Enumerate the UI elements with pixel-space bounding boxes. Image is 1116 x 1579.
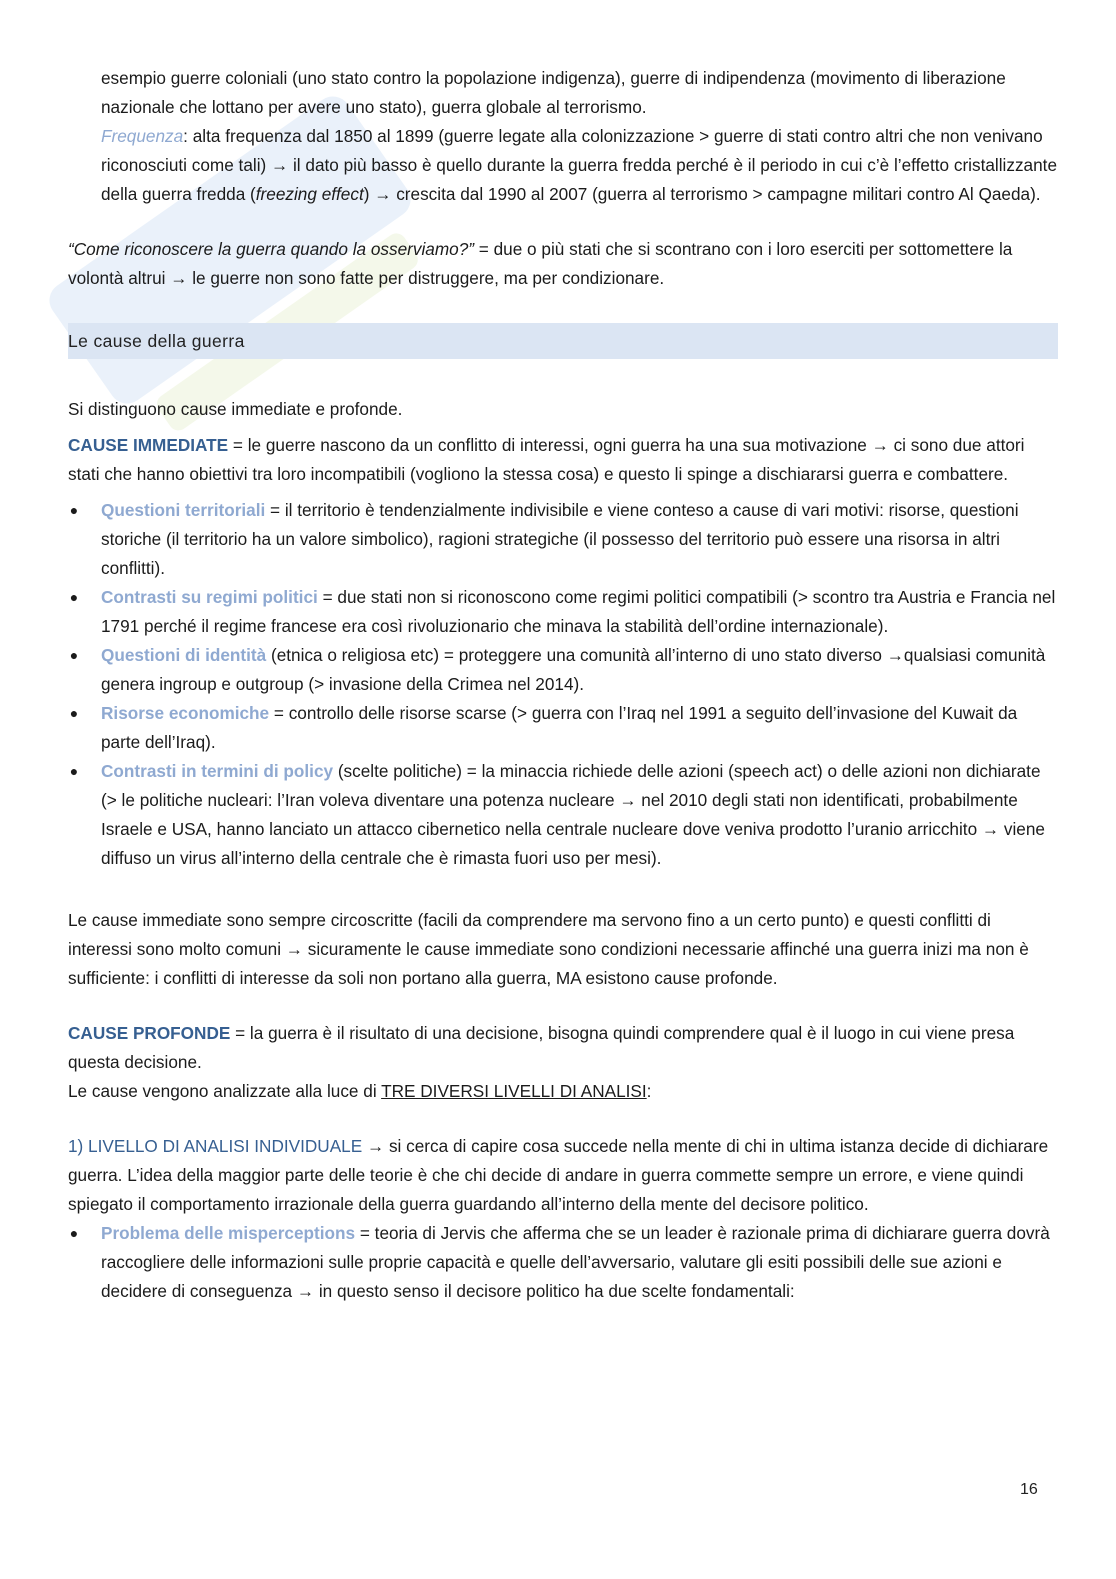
levels-intro bbox=[68, 1077, 1058, 1106]
level1-list bbox=[68, 1219, 1058, 1306]
immediate-summary-paragraph: Le cause immediate sono sempre circoscritte (facili da comprendere ma servono fino a un certo punto) e questi conflitti di interessi sono molto comuni → sicuramente le cause immediate sono condizioni necessarie affinché una guerra inizi ma non è sufficiente: i conflitti di interesse da soli non portano alla guerra, MA esistono cause profonde. bbox=[68, 910, 1029, 988]
list-item bbox=[68, 757, 1058, 873]
list-item bbox=[68, 699, 1058, 757]
list-item bbox=[68, 1219, 1058, 1306]
deep-causes-text: = la guerra è il risultato di una decisione, bisogna quindi comprendere qual è il luogo in cui viene presa questa decisione. bbox=[68, 1023, 1015, 1072]
section-heading bbox=[68, 323, 1058, 359]
list-item-text: = due stati non si riconoscono come regimi politici compatibili (> scontro tra Austria e Francia nel 1791 perché il regime francese era così rivoluzionario che minava la stabilità dell’ordine internazionale). bbox=[101, 587, 1056, 636]
list-item-text: = il territorio è tendenzialmente indivisibile e viene conteso a cause di vari motivi: risorse, questioni storiche (il territorio ha un valore simbolico), ragioni strategiche (il possesso del territorio può essere una risorsa in altri conflitti). bbox=[101, 500, 1019, 578]
immediate-causes-paragraph bbox=[68, 431, 1058, 489]
bullet-icon: ● bbox=[69, 502, 79, 518]
page-number: 16 bbox=[1020, 1481, 1038, 1498]
levels-intro-a: Le cause vengono analizzate alla luce di bbox=[68, 1081, 382, 1101]
immediate-causes-label: CAUSE IMMEDIATE bbox=[68, 435, 229, 455]
level1-paragraph bbox=[68, 1132, 1058, 1219]
list-item bbox=[68, 496, 1058, 583]
deep-causes-paragraph bbox=[68, 1019, 1058, 1077]
level1-text: → si cerca di capire cosa succede nella mente di chi in ultima istanza decide di dichiarare guerra. L’idea della maggior parte delle teorie è che chi decide di andare in guerra commette sempre un errore, e viene quindi spiegato il comportamento irrazionale della guerra guardando all’interno della mente del decisore politico. bbox=[68, 1136, 1049, 1214]
question-text: “Come riconoscere la guerra quando la osserviamo?” bbox=[68, 239, 475, 259]
misperception-text: = teoria di Jervis che afferma che se un leader è razionale prima di dichiarare guerra dovrà raccogliere delle informazioni sulle proprie capacità e quelle dell’avversario, valutare gli esiti possibili delle sue azioni e decidere di conseguenza → in questo senso il decisore politico ha due scelte fondamentali: bbox=[101, 1223, 1050, 1301]
intro-paragraph: esempio guerre coloniali (uno stato contro la popolazione indigenza), guerre di indipendenza (movimento di liberazione nazionale che lottano per avere uno stato), guerra globale al terrorismo. bbox=[101, 68, 1006, 117]
page-content bbox=[68, 64, 1058, 1306]
causes-intro: Si distinguono cause immediate e profonde. bbox=[68, 399, 403, 419]
frequency-label: Frequenza bbox=[101, 126, 184, 146]
list-item-label: Risorse economiche bbox=[101, 703, 270, 723]
bullet-icon: ● bbox=[69, 705, 79, 721]
list-item-label: Contrasti su regimi politici bbox=[101, 587, 318, 607]
question-paragraph bbox=[68, 235, 1058, 293]
list-item-text: (scelte politiche) = la minaccia richiede delle azioni (speech act) o delle azioni non dichiarate (> le politiche nucleari: l’Iran voleva diventare una potenza nucleare → nel 2010 degli stati non identificati, probabilmente Israele e USA, hanno lanciato un attacco cibernetico nella centrale nucleare dove veniva prodotto l’uranio arricchito → viene diffuso un virus all’interno della centrale che è rimasta fuori uso per mesi). bbox=[101, 761, 1045, 868]
list-item-label: Questioni territoriali bbox=[101, 500, 266, 520]
list-item-label: Questioni di identità bbox=[101, 645, 267, 665]
list-item bbox=[68, 583, 1058, 641]
list-item-label: Contrasti in termini di policy bbox=[101, 761, 334, 781]
freezing-effect-term: freezing effect bbox=[255, 184, 364, 204]
levels-intro-b: : bbox=[646, 1081, 652, 1101]
level1-label: 1) LIVELLO DI ANALISI INDIVIDUALE bbox=[68, 1136, 363, 1156]
bullet-icon: ● bbox=[69, 763, 79, 779]
question-answer: = due o più stati che si scontrano con i loro eserciti per sottomettere la volontà altrui → le guerre non sono fatte per distruggere, ma per condizionare. bbox=[68, 239, 1013, 288]
bullet-icon: ● bbox=[69, 647, 79, 663]
frequency-text-b: ) → crescita dal 1990 al 2007 (guerra al terrorismo > campagne militari contro Al Qaeda). bbox=[363, 184, 1041, 204]
deep-causes-label: CAUSE PROFONDE bbox=[68, 1023, 231, 1043]
list-item-text: (etnica o religiosa etc) = proteggere una comunità all’interno di uno stato diverso →qualsiasi comunità genera ingroup e outgroup (> invasione della Crimea nel 2014). bbox=[101, 645, 1046, 694]
immediate-causes-text: = le guerre nascono da un conflitto di interessi, ogni guerra ha una sua motivazione → ci sono due attori stati che hanno obiettivi tra loro incompatibili (vogliono la stessa cosa) e questo li spinge a dischiararsi guerra e combattere. bbox=[68, 435, 1025, 484]
section-title: Le cause della guerra bbox=[68, 331, 245, 351]
frequency-paragraph bbox=[68, 122, 1058, 209]
immediate-causes-list bbox=[68, 496, 1058, 873]
levels-intro-underlined: TRE DIVERSI LIVELLI DI ANALISI bbox=[381, 1081, 647, 1101]
frequency-text-a: : alta frequenza dal 1850 al 1899 (guerre legate alla colonizzazione > guerre di stati contro altri che non venivano riconosciuti come tali) → il dato più basso è quello durante la guerra fredda perché è il periodo in cui c’è l’effetto cristallizzante della guerra fredda ( bbox=[101, 126, 1058, 204]
misperception-label: Problema delle misperceptions bbox=[101, 1223, 356, 1243]
list-item bbox=[68, 641, 1058, 699]
bullet-icon: ● bbox=[69, 1225, 79, 1241]
bullet-icon: ● bbox=[69, 589, 79, 605]
list-item-text: = controllo delle risorse scarse (> guerra con l’Iraq nel 1991 a seguito dell’invasione del Kuwait da parte dell’Iraq). bbox=[101, 703, 1018, 752]
